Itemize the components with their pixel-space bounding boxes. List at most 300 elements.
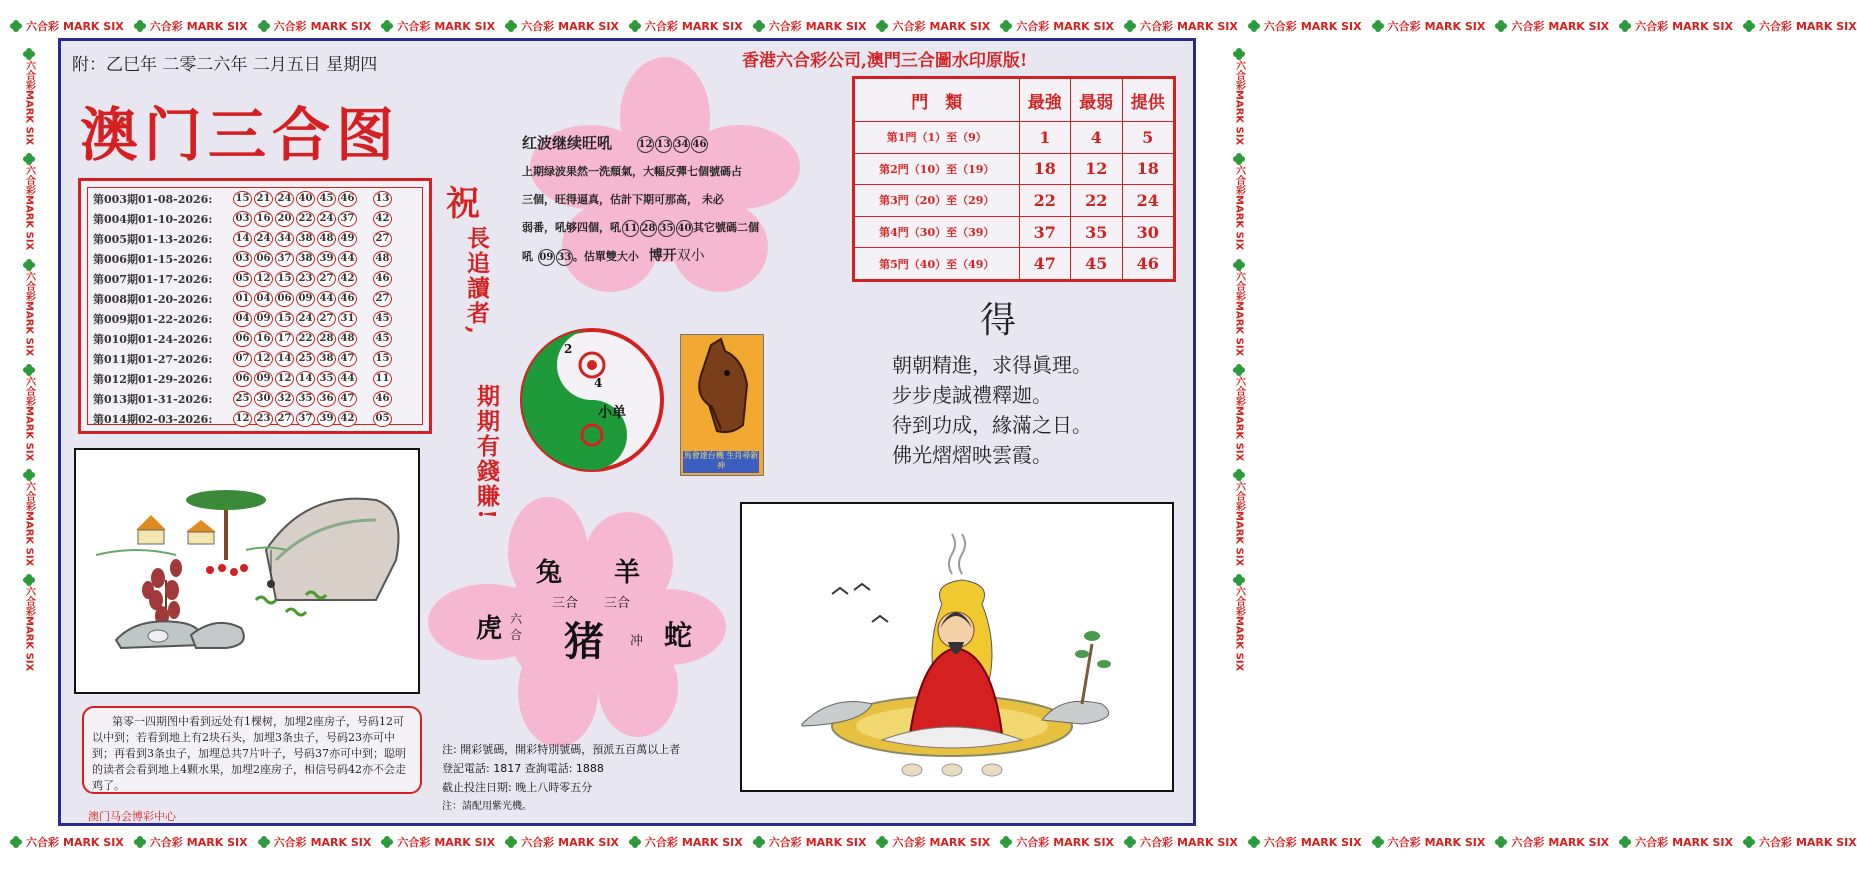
flower-line-4-mid: 。估單雙大小 <box>572 250 639 263</box>
number-ball: 16 <box>254 211 273 227</box>
clover-icon <box>753 20 765 32</box>
number-ball: 38 <box>317 351 336 367</box>
border-brand-cell <box>1248 834 1362 850</box>
brand-en: MARK SIX <box>23 90 35 146</box>
number-ball: 22 <box>296 211 315 227</box>
number-ball: 06 <box>233 331 252 347</box>
meditation-picture <box>740 502 1174 792</box>
number-ball: 48 <box>317 231 336 247</box>
number-ball: 01 <box>233 291 252 307</box>
brand-en: MARK SIX <box>63 19 124 33</box>
number-ball: 40 <box>296 191 315 207</box>
brand-en: MARK SIX <box>1672 19 1733 33</box>
brand-cn: 六合彩 <box>23 586 35 617</box>
number-ball: 42 <box>338 271 357 287</box>
clover-icon <box>134 20 146 32</box>
brand-en: MARK SIX <box>1548 19 1610 33</box>
table-cell-weak: 22 <box>1071 185 1122 217</box>
border-brand-cell <box>1619 834 1733 850</box>
table-row <box>855 248 1174 280</box>
col-header-strongest: 最強 <box>1019 79 1070 122</box>
brand-en: MARK SIX <box>681 835 743 849</box>
clover-icon <box>1372 20 1384 32</box>
note-line-3: 截止投注日期: 晚上八時零五分 <box>442 781 593 794</box>
company-banner: 香港六合彩公司,澳門三合圖水印原版! <box>742 51 1028 71</box>
brand-cn: 六合彩 <box>23 165 35 196</box>
border-brand-cell <box>1743 18 1857 34</box>
page-title: 澳门三合图 <box>80 101 401 169</box>
history-row <box>93 269 394 289</box>
number-ball: 44 <box>338 251 357 267</box>
flower-line-3 <box>522 214 798 242</box>
history-period: 第014期02-03-2026: <box>93 413 213 426</box>
brand-en: MARK SIX <box>63 835 124 849</box>
yin-yang-graphic <box>518 326 666 474</box>
flower-highlight: 博开 <box>648 248 677 264</box>
table-cell-cat: 第4門（30）至（39） <box>855 216 1020 248</box>
clover-icon <box>1495 20 1507 32</box>
border-brand-cell <box>505 834 619 850</box>
table-cell-weak: 4 <box>1071 122 1122 154</box>
taiji-number-mid: 4 <box>594 376 603 390</box>
history-period: 第012期01-29-2026: <box>93 373 213 386</box>
border-brand-cell <box>22 364 37 461</box>
brand-cn: 六合彩 <box>1016 836 1050 849</box>
brand-en: MARK SIX <box>929 19 991 33</box>
number-ball: 48 <box>338 331 357 347</box>
clover-icon <box>23 48 35 60</box>
history-row <box>93 249 394 269</box>
history-period: 第007期01-17-2026: <box>93 273 213 286</box>
history-row <box>93 409 394 429</box>
brand-en: MARK SIX <box>1233 511 1245 567</box>
history-box <box>78 178 432 434</box>
brand-en: MARK SIX <box>1053 19 1115 33</box>
number-ball: 37 <box>296 411 315 427</box>
flower-body-text <box>522 158 798 271</box>
date-line: 附：乙巳年 二零二六年 二月五日 星期四 <box>72 55 378 75</box>
history-period: 第004期01-10-2026: <box>93 213 213 226</box>
clover-icon <box>10 836 22 848</box>
horse-card <box>680 334 764 476</box>
brand-cn: 六合彩 <box>1233 586 1245 617</box>
brand-en: MARK SIX <box>1233 616 1245 672</box>
lottery-center-name: 澳门马会博彩中心 <box>88 810 176 823</box>
brand-en: MARK SIX <box>1233 405 1245 462</box>
table-cell-strong: 22 <box>1019 185 1070 217</box>
number-ball: 14 <box>275 351 294 367</box>
border-brand-cell <box>1232 364 1247 461</box>
brand-en: MARK SIX <box>805 835 867 849</box>
number-ball: 39 <box>317 411 336 427</box>
table-cell-cat: 第3門（20）至（29） <box>855 185 1020 217</box>
flower-line-1: 上期绿波果然一洗頹氣，大幅反彈七個號碼占 <box>522 165 742 178</box>
flower-line-3-post: 其它號碼二個 <box>693 221 759 234</box>
line-ball: 28 <box>640 220 657 237</box>
border-brand-cell <box>505 18 619 34</box>
border-brand-cell <box>1232 574 1247 671</box>
brand-cn: 六合彩 <box>149 20 183 33</box>
brand-cn: 六合彩 <box>892 20 926 33</box>
brand-en: MARK SIX <box>1053 835 1115 849</box>
brand-en: MARK SIX <box>1177 19 1238 33</box>
category-table <box>852 76 1176 282</box>
history-row <box>93 289 394 309</box>
slogan-zhu: 祝 <box>446 184 480 224</box>
number-ball: 35 <box>317 371 336 387</box>
number-ball: 37 <box>275 251 294 267</box>
special-number-ball: 05 <box>373 411 392 427</box>
horse-caption: 馬會達台機 生肖尋新神 <box>683 451 759 473</box>
border-brand-cell <box>381 18 495 34</box>
clover-icon <box>1124 20 1136 32</box>
line-ball: 35 <box>658 220 675 237</box>
border-brand-cell <box>22 153 37 250</box>
number-ball: 21 <box>254 191 273 207</box>
brand-cn: 六合彩 <box>1635 20 1669 33</box>
number-ball: 27 <box>275 411 294 427</box>
number-ball: 15 <box>275 271 294 287</box>
number-ball: 28 <box>317 331 336 347</box>
history-period: 第011期01-27-2026: <box>93 353 213 366</box>
border-brand-cell <box>134 834 248 850</box>
number-ball: 06 <box>233 371 252 387</box>
clover-icon <box>258 836 270 848</box>
chong-label: 冲 <box>630 634 644 649</box>
table-cell-strong: 47 <box>1019 248 1070 280</box>
number-ball: 05 <box>233 271 252 287</box>
brand-cn: 六合彩 <box>768 20 802 33</box>
line-ball: 09 <box>538 249 555 266</box>
table-cell-cat: 第5門（40）至（49） <box>855 248 1020 280</box>
clover-icon <box>1233 259 1245 271</box>
note-line-1: 注: 開彩號碼，開彩特別號碼，預派五百萬以上者 <box>442 743 681 756</box>
clover-icon <box>23 469 35 481</box>
brand-en: MARK SIX <box>558 835 619 849</box>
number-ball: 23 <box>296 271 315 287</box>
brand-en: MARK SIX <box>1233 90 1245 146</box>
line-ball: 33 <box>556 249 573 266</box>
border-brand-cell <box>10 18 124 34</box>
border-brand-cell <box>381 834 495 850</box>
table-row <box>855 216 1174 248</box>
table-cell-give: 5 <box>1122 122 1174 154</box>
brand-cn: 六合彩 <box>149 836 183 849</box>
brand-en: MARK SIX <box>1424 19 1486 33</box>
brand-cn: 六合彩 <box>397 836 431 849</box>
brand-cn: 六合彩 <box>1263 20 1297 33</box>
number-ball: 14 <box>233 231 252 247</box>
clover-icon <box>23 574 35 586</box>
special-number-ball: 27 <box>373 231 392 247</box>
history-row <box>93 389 394 409</box>
poem-line: 步步虔誠禮釋迦。 <box>892 383 1052 407</box>
clover-icon <box>1619 836 1631 848</box>
liuhe-bottom: 合 <box>510 628 523 642</box>
number-ball: 07 <box>233 351 252 367</box>
clover-icon <box>1000 836 1012 848</box>
flower-heading-text: 红波继续旺吼 <box>522 134 613 152</box>
brand-en: MARK SIX <box>805 19 867 33</box>
brand-en: MARK SIX <box>1548 835 1610 849</box>
brand-en: MARK SIX <box>929 835 991 849</box>
history-row <box>93 189 394 209</box>
riddle-box <box>82 706 422 794</box>
border-brand-cell <box>1232 48 1247 145</box>
border-brand-cell <box>753 834 867 850</box>
border-brand-cell <box>258 834 372 850</box>
number-ball: 47 <box>338 351 357 367</box>
number-ball: 25 <box>296 351 315 367</box>
number-ball: 23 <box>254 411 273 427</box>
table-cell-give: 46 <box>1122 248 1174 280</box>
number-ball: 12 <box>233 411 252 427</box>
border-brand-cell <box>753 18 867 34</box>
riddle-text: 第零一四期图中看到远处有1棵树，加埋2座房子，号码12可以中到；若看到地上有2块石头，加埋3条虫子，号码23亦可中到；再看到3条虫子，加埋总共7片叶子，号码37亦可中到；聪明的读者会看到地上4颗水果，加埋2座房子，相信号码42亦不会走鸡了。 <box>92 715 406 792</box>
border-brand-cell <box>134 18 248 34</box>
brand-en: MARK SIX <box>23 405 35 462</box>
table-row <box>855 153 1174 185</box>
clover-icon <box>1233 574 1245 586</box>
history-row <box>93 369 394 389</box>
brand-en: MARK SIX <box>1795 19 1857 33</box>
line-ball: 40 <box>676 220 693 237</box>
note-line-4: 注：請配用紫光機。 <box>442 801 532 812</box>
number-ball: 24 <box>317 211 336 227</box>
flower-heading <box>522 132 708 153</box>
table-cell-weak: 45 <box>1071 248 1122 280</box>
brand-en: MARK SIX <box>1233 195 1245 251</box>
brand-cn: 六合彩 <box>26 20 59 33</box>
number-ball: 12 <box>254 271 273 287</box>
border-brand-cell <box>1372 18 1486 34</box>
table-cell-cat: 第2門（10）至（19） <box>855 153 1020 185</box>
poem-line: 朝朝精進，求得眞理。 <box>892 353 1092 377</box>
brand-en: MARK SIX <box>1300 835 1362 849</box>
clover-icon <box>1248 836 1260 848</box>
special-number-ball: 45 <box>373 311 392 327</box>
brand-en: MARK SIX <box>1424 835 1486 849</box>
table-cell-weak: 35 <box>1071 216 1122 248</box>
clover-icon <box>1233 469 1245 481</box>
clover-icon <box>1495 836 1507 848</box>
brand-cn: 六合彩 <box>892 836 926 849</box>
clover-icon <box>1233 364 1245 376</box>
poem-block <box>892 350 1092 470</box>
line-ball: 11 <box>622 220 639 237</box>
number-ball: 47 <box>338 391 357 407</box>
poem-heading: 得 <box>980 300 1017 341</box>
number-ball: 09 <box>296 291 315 307</box>
border-brand-cell <box>1232 259 1247 356</box>
brand-cn: 六合彩 <box>1233 270 1245 301</box>
clover-icon <box>1233 153 1245 165</box>
number-ball: 20 <box>275 211 294 227</box>
border-brand-cell <box>1248 18 1362 34</box>
number-ball: 06 <box>254 251 273 267</box>
number-ball: 31 <box>338 311 357 327</box>
border-brand-cell <box>1000 834 1114 850</box>
border-brand-cell <box>22 574 37 671</box>
brand-cn: 六合彩 <box>644 20 678 33</box>
border-brand-cell <box>876 834 990 850</box>
border-brand-cell <box>22 48 37 145</box>
history-period: 第008期01-20-2026: <box>93 293 213 306</box>
number-ball: 44 <box>317 291 336 307</box>
brand-cn: 六合彩 <box>1140 836 1174 849</box>
zodiac-tiger: 虎 <box>476 614 503 644</box>
clover-icon <box>876 836 888 848</box>
clover-icon <box>381 836 393 848</box>
clover-icon <box>23 259 35 271</box>
clover-icon <box>1233 48 1245 60</box>
table-cell-strong: 1 <box>1019 122 1070 154</box>
clover-icon <box>876 20 888 32</box>
brand-en: MARK SIX <box>1795 835 1857 849</box>
brand-cn: 六合彩 <box>273 20 307 33</box>
border-brand-cell <box>1743 834 1857 850</box>
clover-icon <box>23 153 35 165</box>
brand-cn: 六合彩 <box>23 481 35 512</box>
clover-icon <box>1619 20 1631 32</box>
brand-cn: 六合彩 <box>521 836 555 849</box>
note-line-2: 登記電話: 1817 查詢電話: 1888 <box>442 762 604 775</box>
brand-cn: 六合彩 <box>1263 836 1297 849</box>
brand-cn: 六合彩 <box>273 836 307 849</box>
table-cell-give: 24 <box>1122 185 1174 217</box>
clover-icon <box>505 836 517 848</box>
sanhe-label-1: 三合 <box>552 596 579 611</box>
brand-en: MARK SIX <box>186 19 248 33</box>
number-ball: 37 <box>338 211 357 227</box>
table-body <box>855 122 1174 280</box>
clover-icon <box>258 20 270 32</box>
brand-cn: 六合彩 <box>1016 20 1050 33</box>
zodiac-sheep: 羊 <box>614 558 641 588</box>
horse-head-icon <box>681 335 761 447</box>
history-period: 第003期01-08-2026: <box>93 193 213 206</box>
number-ball: 38 <box>296 251 315 267</box>
border-brand-cell <box>1619 18 1733 34</box>
category-table-grid <box>854 78 1174 280</box>
number-ball: 24 <box>254 231 273 247</box>
number-ball: 06 <box>275 291 294 307</box>
border-brand-cell <box>1372 834 1486 850</box>
number-ball: 15 <box>275 311 294 327</box>
zodiac-flower-graphic <box>428 492 728 752</box>
taiji-number-top: 2 <box>564 342 573 356</box>
number-ball: 03 <box>233 251 252 267</box>
number-ball: 15 <box>233 191 252 207</box>
brand-cn: 六合彩 <box>644 836 678 849</box>
brand-en: MARK SIX <box>23 616 35 672</box>
history-row <box>93 329 394 349</box>
number-ball: 03 <box>233 211 252 227</box>
brand-en: MARK SIX <box>1233 300 1245 356</box>
col-header-provide: 提供 <box>1122 79 1174 122</box>
brand-cn: 六合彩 <box>1758 20 1792 33</box>
brand-cn: 六合彩 <box>521 20 555 33</box>
number-ball: 32 <box>275 391 294 407</box>
yin-yang-icon <box>518 326 666 474</box>
col-header-weakest: 最弱 <box>1071 79 1122 122</box>
brand-cn: 六合彩 <box>1387 20 1421 33</box>
col-header-category: 門 類 <box>855 79 1020 122</box>
brand-cn: 六合彩 <box>1233 165 1245 196</box>
number-ball: 42 <box>338 411 357 427</box>
brand-cn: 六合彩 <box>1233 375 1245 406</box>
border-brand-cell <box>22 259 37 356</box>
taiji-label: 小单 <box>598 405 626 421</box>
number-ball: 17 <box>275 331 294 347</box>
history-period: 第005期01-13-2026: <box>93 233 213 246</box>
clover-icon <box>1372 836 1384 848</box>
table-cell-strong: 18 <box>1019 153 1070 185</box>
border-brand-cell <box>629 834 743 850</box>
border-brand-cell <box>876 18 990 34</box>
table-row <box>855 122 1174 154</box>
clover-icon <box>134 836 146 848</box>
history-row <box>93 229 394 249</box>
border-brand-cell <box>1495 18 1609 34</box>
special-number-ball: 15 <box>373 351 392 367</box>
brand-cn: 六合彩 <box>23 375 35 406</box>
special-number-ball: 27 <box>373 291 392 307</box>
clover-icon <box>1248 20 1260 32</box>
number-ball: 09 <box>254 371 273 387</box>
history-period: 第013期01-31-2026: <box>93 393 213 406</box>
table-cell-weak: 12 <box>1071 153 1122 185</box>
brand-en: MARK SIX <box>681 19 743 33</box>
special-number-ball: 45 <box>373 331 392 347</box>
brand-en: MARK SIX <box>1300 19 1362 33</box>
table-cell-cat: 第1門（1）至（9） <box>855 122 1020 154</box>
border-brand-cell <box>1000 18 1114 34</box>
history-row <box>93 309 394 329</box>
zodiac-snake: 蛇 <box>664 619 693 652</box>
border-brand-cell <box>1232 469 1247 566</box>
clover-icon <box>10 20 22 32</box>
heading-ball: 46 <box>691 136 708 153</box>
clover-icon <box>381 20 393 32</box>
brand-en: MARK SIX <box>558 19 619 33</box>
liuhe-top: 六 <box>510 612 523 626</box>
brand-cn: 六合彩 <box>26 836 59 849</box>
clover-icon <box>1743 836 1755 848</box>
notes-block <box>442 740 680 816</box>
flower-line-4 <box>522 242 798 271</box>
right-border-strip <box>1220 40 1258 830</box>
number-ball: 14 <box>296 371 315 387</box>
number-ball: 12 <box>254 351 273 367</box>
table-cell-give: 18 <box>1122 153 1174 185</box>
number-ball: 27 <box>317 311 336 327</box>
number-ball: 27 <box>317 271 336 287</box>
border-brand-cell <box>1232 153 1247 250</box>
brand-en: MARK SIX <box>186 835 248 849</box>
brand-en: MARK SIX <box>23 300 35 356</box>
border-brand-cell <box>1124 834 1238 850</box>
heading-ball: 13 <box>655 136 672 153</box>
slogan-line-1: 長追讀者, <box>463 226 490 337</box>
brand-cn: 六合彩 <box>768 836 802 849</box>
history-period: 第009期01-22-2026: <box>93 313 213 326</box>
riddle-picture <box>74 448 420 694</box>
zodiac-pig: 猪 <box>564 619 604 665</box>
brand-cn: 六合彩 <box>1233 481 1245 512</box>
left-border-strip <box>10 40 48 830</box>
number-ball: 22 <box>296 331 315 347</box>
